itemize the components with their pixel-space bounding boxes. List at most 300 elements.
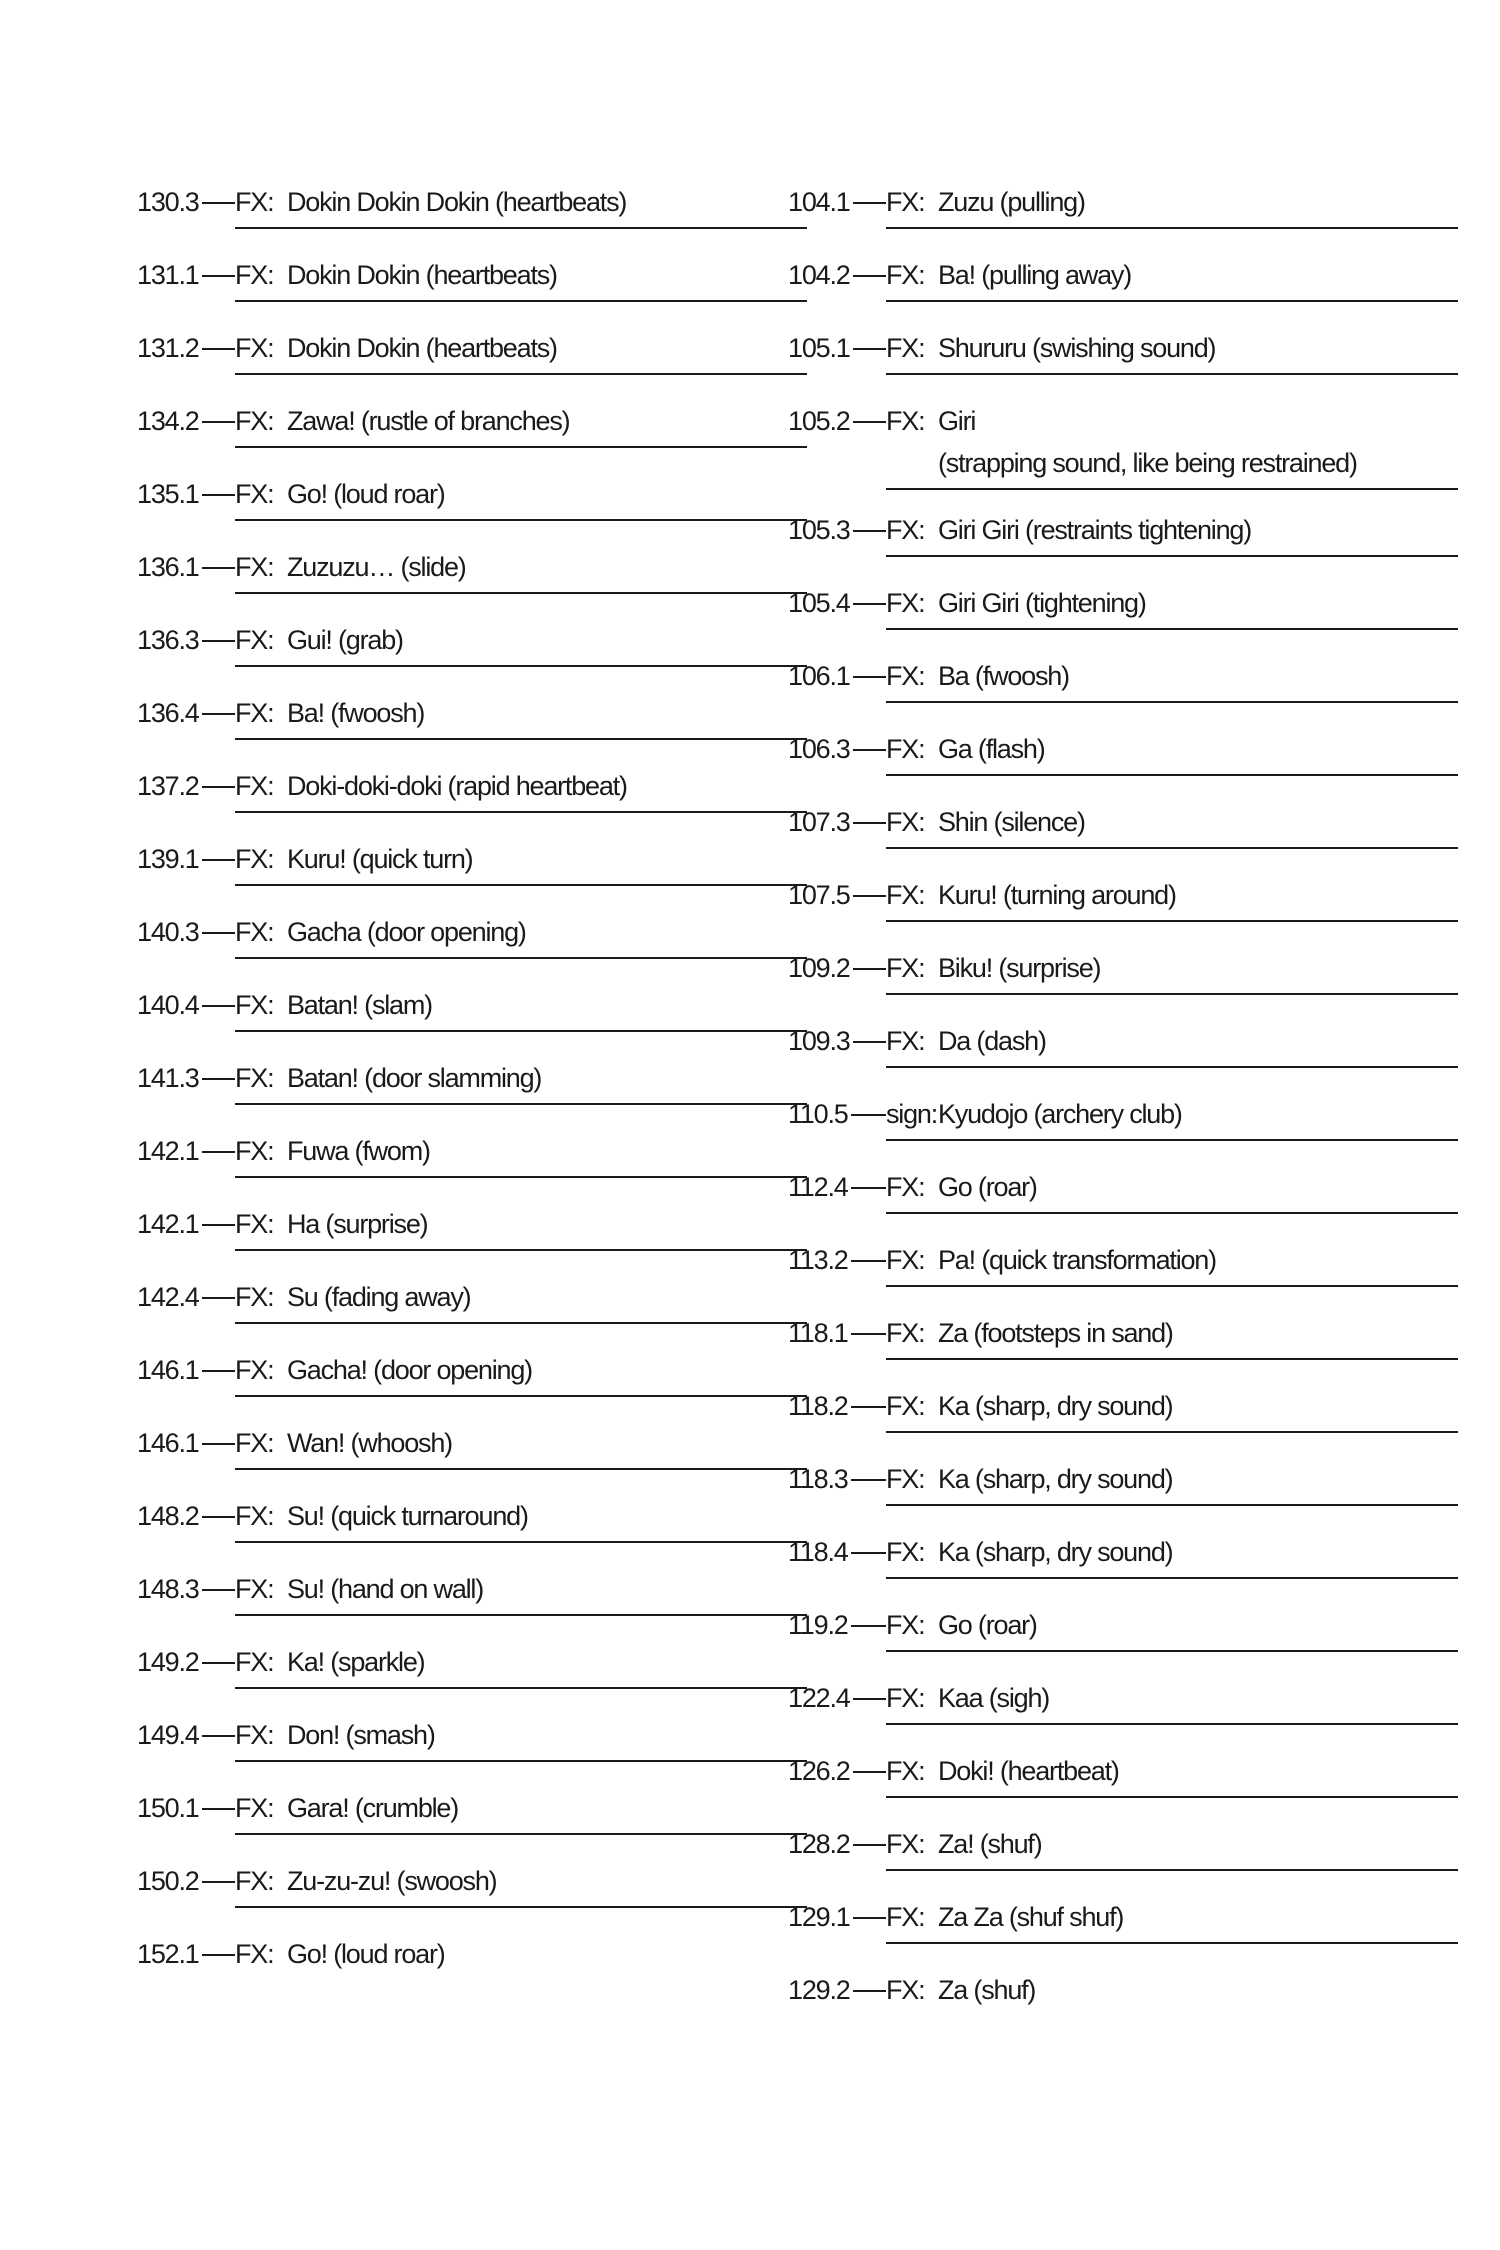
sfx-text: Dokin Dokin Dokin (heartbeats)	[287, 187, 627, 217]
sfx-text: Kyudojo (archery club)	[938, 1099, 1182, 1129]
sfx-entry	[788, 1677, 1500, 1750]
sfx-text: Go (roar)	[938, 1610, 1037, 1640]
sfx-text: Ha (surprise)	[287, 1209, 428, 1239]
sfx-entry	[788, 1166, 1500, 1239]
sfx-entry	[137, 1568, 897, 1641]
sfx-description	[235, 1422, 807, 1470]
sfx-description	[886, 1093, 1458, 1141]
sfx-type-label: FX:	[886, 1610, 925, 1640]
sfx-text: Go! (loud roar)	[287, 1939, 445, 1969]
em-dash-separator	[853, 1698, 886, 1700]
sfx-text: Za (footsteps in sand)	[938, 1318, 1173, 1348]
sfx-description	[886, 509, 1458, 557]
sfx-description	[235, 181, 807, 229]
em-dash-separator	[202, 1808, 235, 1810]
sfx-text: Batan! (door slamming)	[287, 1063, 542, 1093]
em-dash-separator	[202, 1662, 235, 1664]
sfx-description	[235, 1130, 807, 1178]
sfx-text: Dokin Dokin (heartbeats)	[287, 333, 557, 363]
sfx-description	[235, 1860, 807, 1908]
sfx-type-label: sign:	[886, 1099, 938, 1129]
sfx-description	[235, 1349, 807, 1397]
page-panel-number: 104.2	[788, 260, 850, 290]
sfx-entry	[137, 1495, 897, 1568]
sfx-text: Giri	[938, 406, 976, 436]
sfx-type-label: FX:	[235, 917, 274, 947]
page-panel-number: 146.1	[137, 1428, 199, 1458]
sfx-entry	[788, 181, 1500, 254]
sfx-type-label: FX:	[235, 990, 274, 1020]
sfx-entry	[788, 1020, 1500, 1093]
sfx-type-label: FX:	[235, 260, 274, 290]
em-dash-separator	[851, 1479, 886, 1481]
sfx-type-label: FX:	[235, 1355, 274, 1385]
sfx-text: Kuru! (turning around)	[938, 880, 1176, 910]
sfx-entry	[137, 181, 897, 254]
sfx-entry	[788, 1750, 1500, 1823]
sfx-type-label: FX:	[886, 1975, 925, 2005]
page-panel-number: 148.3	[137, 1574, 199, 1604]
sfx-type-label: FX:	[235, 1574, 274, 1604]
sfx-type-label: FX:	[235, 698, 274, 728]
sfx-entry	[788, 1239, 1500, 1312]
sfx-description	[886, 655, 1458, 703]
page-panel-number: 109.2	[788, 953, 850, 983]
sfx-type-label: FX:	[235, 406, 274, 436]
page-panel-number: 105.4	[788, 588, 850, 618]
sfx-description	[886, 582, 1458, 630]
em-dash-separator	[851, 1625, 886, 1627]
page-panel-number: 118.1	[788, 1318, 848, 1348]
sfx-type-label: FX:	[235, 1428, 274, 1458]
sfx-description	[886, 1896, 1458, 1944]
sfx-entry	[137, 1276, 897, 1349]
page-panel-number: 104.1	[788, 187, 850, 217]
em-dash-separator	[853, 1917, 886, 1919]
page-panel-number: 139.1	[137, 844, 199, 874]
sfx-text: Ba! (pulling away)	[938, 260, 1132, 290]
sfx-entry	[788, 1458, 1500, 1531]
sfx-text: Dokin Dokin (heartbeats)	[287, 260, 557, 290]
sfx-entry	[788, 947, 1500, 1020]
em-dash-separator	[853, 895, 886, 897]
sfx-type-label: FX:	[886, 1172, 925, 1202]
em-dash-separator	[853, 421, 886, 423]
sfx-type-label: FX:	[886, 260, 925, 290]
sfx-text: Wan! (whoosh)	[287, 1428, 452, 1458]
page-panel-number: 136.3	[137, 625, 199, 655]
em-dash-separator	[202, 348, 235, 350]
sfx-text: Fuwa (fwom)	[287, 1136, 430, 1166]
em-dash-separator	[202, 1589, 235, 1591]
page-panel-number: 106.1	[788, 661, 850, 691]
em-dash-separator	[202, 1005, 235, 1007]
page-panel-number: 135.1	[137, 479, 199, 509]
sfx-description	[235, 911, 807, 959]
page-panel-number: 118.3	[788, 1464, 848, 1494]
sfx-entry	[137, 254, 897, 327]
sfx-description	[886, 1969, 1458, 2015]
em-dash-separator	[853, 968, 886, 970]
sfx-text: Ka (sharp, dry sound)	[938, 1391, 1173, 1421]
em-dash-separator	[853, 348, 886, 350]
sfx-entry	[137, 1130, 897, 1203]
sfx-entry	[137, 473, 897, 546]
page-panel-number: 129.2	[788, 1975, 850, 2005]
page-panel-number: 137.2	[137, 771, 199, 801]
sfx-description	[235, 1057, 807, 1105]
sfx-type-label: FX:	[235, 771, 274, 801]
em-dash-separator	[853, 1771, 886, 1773]
em-dash-separator	[202, 421, 235, 423]
sfx-description	[235, 254, 807, 302]
sfx-entry	[788, 728, 1500, 801]
sfx-text: Ba (fwoosh)	[938, 661, 1069, 691]
page-panel-number: 142.1	[137, 1209, 199, 1239]
em-dash-separator	[851, 1114, 886, 1116]
page-panel-number: 119.2	[788, 1610, 848, 1640]
sfx-text: Su! (quick turnaround)	[287, 1501, 528, 1531]
sfx-type-label: FX:	[235, 552, 274, 582]
em-dash-separator	[202, 640, 235, 642]
sfx-text: Kuru! (quick turn)	[287, 844, 473, 874]
sfx-text: Ka! (sparkle)	[287, 1647, 425, 1677]
sfx-type-label: FX:	[886, 1464, 925, 1494]
sfx-entry	[788, 1604, 1500, 1677]
sfx-description	[235, 1933, 807, 1979]
sfx-entry	[137, 1349, 897, 1422]
page-panel-number: 107.3	[788, 807, 850, 837]
em-dash-separator	[851, 1552, 886, 1554]
page-panel-number: 136.1	[137, 552, 199, 582]
sfx-description	[886, 1385, 1458, 1433]
sfx-text: Su (fading away)	[287, 1282, 471, 1312]
page-panel-number: 152.1	[137, 1939, 199, 1969]
sfx-type-label: FX:	[235, 333, 274, 363]
em-dash-separator	[202, 1370, 235, 1372]
sfx-description	[235, 1203, 807, 1251]
sfx-type-label: FX:	[886, 406, 925, 436]
page-panel-number: 150.2	[137, 1866, 199, 1896]
sfx-type-label: FX:	[235, 1063, 274, 1093]
sfx-description	[235, 838, 807, 886]
sfx-description	[886, 728, 1458, 776]
page-panel-number: 136.4	[137, 698, 199, 728]
sfx-description	[886, 1750, 1458, 1798]
page-panel-number: 131.2	[137, 333, 199, 363]
sfx-type-label: FX:	[235, 844, 274, 874]
em-dash-separator	[853, 1990, 886, 1992]
sfx-entry	[788, 1093, 1500, 1166]
sfx-description	[235, 1568, 807, 1616]
page-panel-number: 118.2	[788, 1391, 848, 1421]
sfx-description	[235, 473, 807, 521]
page-panel-number: 112.4	[788, 1172, 848, 1202]
sfx-entry	[137, 1933, 897, 2006]
sfx-text: Don! (smash)	[287, 1720, 435, 1750]
sfx-entry	[137, 911, 897, 984]
sfx-text: Ka (sharp, dry sound)	[938, 1537, 1173, 1567]
sfx-type-label: FX:	[235, 187, 274, 217]
page-panel-number: 131.1	[137, 260, 199, 290]
sfx-description	[235, 546, 807, 594]
sfx-type-label: FX:	[886, 1391, 925, 1421]
sfx-type-label: FX:	[235, 1209, 274, 1239]
sfx-entry	[137, 1057, 897, 1130]
page-panel-number: 122.4	[788, 1683, 850, 1713]
em-dash-separator	[202, 713, 235, 715]
sfx-description	[235, 1495, 807, 1543]
em-dash-separator	[853, 603, 886, 605]
page-panel-number: 141.3	[137, 1063, 199, 1093]
em-dash-separator	[853, 530, 886, 532]
sfx-text: Doki! (heartbeat)	[938, 1756, 1119, 1786]
em-dash-separator	[202, 1516, 235, 1518]
page-panel-number: 130.3	[137, 187, 199, 217]
page-panel-number: 149.2	[137, 1647, 199, 1677]
sfx-type-label: FX:	[235, 1647, 274, 1677]
sfx-text: Ba! (fwoosh)	[287, 698, 425, 728]
sfx-type-label: FX:	[886, 187, 925, 217]
page-panel-number: 148.2	[137, 1501, 199, 1531]
em-dash-separator	[853, 749, 886, 751]
sfx-type-label: FX:	[886, 333, 925, 363]
sfx-text: Pa! (quick transformation)	[938, 1245, 1216, 1275]
sfx-type-label: FX:	[886, 1902, 925, 1932]
em-dash-separator	[202, 1443, 235, 1445]
sfx-text: Gacha! (door opening)	[287, 1355, 532, 1385]
sfx-text: Giri Giri (tightening)	[938, 588, 1146, 618]
sfx-description	[235, 327, 807, 375]
sfx-entry	[788, 582, 1500, 655]
em-dash-separator	[202, 1224, 235, 1226]
em-dash-separator	[853, 676, 886, 678]
sfx-description	[886, 947, 1458, 995]
sfx-description	[886, 1166, 1458, 1214]
page-panel-number: 110.5	[788, 1099, 848, 1129]
em-dash-separator	[851, 1333, 886, 1335]
sfx-text: Gacha (door opening)	[287, 917, 526, 947]
sfx-description	[886, 1531, 1458, 1579]
em-dash-separator	[853, 1041, 886, 1043]
sfx-description	[886, 1604, 1458, 1652]
sfx-type-label: FX:	[886, 1756, 925, 1786]
sfx-description	[235, 1714, 807, 1762]
em-dash-separator	[202, 1954, 235, 1956]
page-panel-number: 142.4	[137, 1282, 199, 1312]
sfx-type-label: FX:	[235, 625, 274, 655]
em-dash-separator	[853, 202, 886, 204]
page-panel-number: 140.4	[137, 990, 199, 1020]
page-panel-number: 149.4	[137, 1720, 199, 1750]
page-panel-number: 140.3	[137, 917, 199, 947]
sfx-type-label: FX:	[235, 479, 274, 509]
sfx-entry	[788, 655, 1500, 728]
em-dash-separator	[202, 1078, 235, 1080]
sfx-type-label: FX:	[886, 953, 925, 983]
sfx-text: Za Za (shuf shuf)	[938, 1902, 1124, 1932]
sfx-description	[235, 1276, 807, 1324]
sfx-text: Zawa! (rustle of branches)	[287, 406, 570, 436]
em-dash-separator	[202, 859, 235, 861]
sfx-description	[886, 327, 1458, 375]
sfx-type-label: FX:	[886, 1829, 925, 1859]
sfx-entry	[788, 327, 1500, 400]
sfx-text: Zu-zu-zu! (swoosh)	[287, 1866, 497, 1896]
page-panel-number: 109.3	[788, 1026, 850, 1056]
page-panel-number: 105.2	[788, 406, 850, 436]
sfx-text: Da (dash)	[938, 1026, 1046, 1056]
sfx-type-label: FX:	[235, 1282, 274, 1312]
sfx-type-label: FX:	[886, 1537, 925, 1567]
em-dash-separator	[853, 822, 886, 824]
em-dash-separator	[202, 1735, 235, 1737]
sfx-text: Za (shuf)	[938, 1975, 1036, 2005]
sfx-type-label: FX:	[886, 1026, 925, 1056]
em-dash-separator	[202, 1151, 235, 1153]
sfx-description	[886, 400, 1458, 490]
sfx-entry	[137, 765, 897, 838]
sfx-entry	[137, 1641, 897, 1714]
sfx-type-label: FX:	[886, 661, 925, 691]
sfx-entry	[137, 1787, 897, 1860]
sfx-description	[886, 1458, 1458, 1506]
sfx-text: Doki-doki-doki (rapid heartbeat)	[287, 771, 627, 801]
em-dash-separator	[202, 275, 235, 277]
em-dash-separator	[202, 494, 235, 496]
sfx-description	[886, 254, 1458, 302]
page-panel-number: 134.2	[137, 406, 199, 436]
page-panel-number: 126.2	[788, 1756, 850, 1786]
em-dash-separator	[851, 1406, 886, 1408]
sfx-entry	[788, 509, 1500, 582]
sfx-entry	[137, 1714, 897, 1787]
sfx-text: Go (roar)	[938, 1172, 1037, 1202]
sfx-text: Giri Giri (restraints tightening)	[938, 515, 1251, 545]
sfx-entry	[788, 801, 1500, 874]
page-panel-number: 106.3	[788, 734, 850, 764]
sfx-text: Biku! (surprise)	[938, 953, 1101, 983]
sfx-type-label: FX:	[886, 880, 925, 910]
sfx-entry	[788, 1823, 1500, 1896]
sfx-type-label: FX:	[235, 1866, 274, 1896]
em-dash-separator	[202, 786, 235, 788]
sfx-entry	[788, 1385, 1500, 1458]
left-column	[137, 181, 897, 2006]
sfx-type-label: FX:	[886, 734, 925, 764]
em-dash-separator	[202, 932, 235, 934]
sfx-description	[886, 181, 1458, 229]
sfx-text: Ka (sharp, dry sound)	[938, 1464, 1173, 1494]
sfx-type-label: FX:	[235, 1793, 274, 1823]
sfx-description	[886, 874, 1458, 922]
sfx-type-label: FX:	[235, 1136, 274, 1166]
sfx-text: Zuzuzu… (slide)	[287, 552, 466, 582]
page-panel-number: 150.1	[137, 1793, 199, 1823]
sfx-text: Zuzu (pulling)	[938, 187, 1085, 217]
sfx-text: Go! (loud roar)	[287, 479, 445, 509]
sfx-entry	[137, 619, 897, 692]
sfx-text: Su! (hand on wall)	[287, 1574, 484, 1604]
page-panel-number: 107.5	[788, 880, 850, 910]
right-column	[788, 181, 1500, 2042]
em-dash-separator	[202, 1881, 235, 1883]
sfx-description	[886, 1239, 1458, 1287]
sfx-description	[235, 619, 807, 667]
sfx-text: Ga (flash)	[938, 734, 1045, 764]
sfx-description	[886, 801, 1458, 849]
sfx-entry	[788, 1969, 1500, 2042]
page-panel-number: 105.1	[788, 333, 850, 363]
sfx-entry	[788, 254, 1500, 327]
sfx-type-label: FX:	[886, 807, 925, 837]
sfx-text: Gara! (crumble)	[287, 1793, 459, 1823]
sfx-entry	[137, 400, 897, 473]
sfx-description	[886, 1823, 1458, 1871]
sfx-description	[235, 984, 807, 1032]
em-dash-separator	[851, 1187, 886, 1189]
sfx-entry	[137, 1203, 897, 1276]
sfx-entry	[137, 838, 897, 911]
sfx-entry	[137, 1422, 897, 1495]
sfx-text: Kaa (sigh)	[938, 1683, 1050, 1713]
sfx-entry	[137, 984, 897, 1057]
sfx-type-label: FX:	[235, 1939, 274, 1969]
page-panel-number: 113.2	[788, 1245, 848, 1275]
sfx-type-label: FX:	[886, 1245, 925, 1275]
sfx-entry	[137, 546, 897, 619]
em-dash-separator	[202, 202, 235, 204]
sfx-entry	[137, 327, 897, 400]
sfx-text-continued: (strapping sound, like being restrained)	[938, 448, 1357, 478]
sfx-description	[235, 1787, 807, 1835]
sfx-type-label: FX:	[235, 1501, 274, 1531]
sfx-description	[235, 692, 807, 740]
sfx-description	[886, 1312, 1458, 1360]
page-panel-number: 129.1	[788, 1902, 850, 1932]
sfx-type-label: FX:	[886, 1683, 925, 1713]
sfx-type-label: FX:	[886, 515, 925, 545]
sfx-entry	[788, 1896, 1500, 1969]
sfx-text: Za! (shuf)	[938, 1829, 1042, 1859]
sfx-description	[235, 400, 807, 448]
em-dash-separator	[853, 1844, 886, 1846]
em-dash-separator	[202, 567, 235, 569]
sfx-entry	[788, 874, 1500, 947]
sfx-text: Shin (silence)	[938, 807, 1085, 837]
sfx-description	[235, 1641, 807, 1689]
sfx-text: Batan! (slam)	[287, 990, 432, 1020]
page-panel-number: 146.1	[137, 1355, 199, 1385]
sfx-type-label: FX:	[886, 1318, 925, 1348]
page-panel-number: 128.2	[788, 1829, 850, 1859]
page-panel-number: 105.3	[788, 515, 850, 545]
sfx-entry	[788, 1312, 1500, 1385]
em-dash-separator	[202, 1297, 235, 1299]
sfx-type-label: FX:	[886, 588, 925, 618]
sfx-type-label: FX:	[235, 1720, 274, 1750]
sfx-description	[886, 1677, 1458, 1725]
sfx-text: Gui! (grab)	[287, 625, 403, 655]
sfx-description	[886, 1020, 1458, 1068]
sfx-text: Shururu (swishing sound)	[938, 333, 1216, 363]
page-panel-number: 118.4	[788, 1537, 848, 1567]
sfx-entry	[788, 400, 1500, 509]
sfx-entry	[788, 1531, 1500, 1604]
sfx-entry	[137, 692, 897, 765]
em-dash-separator	[851, 1260, 886, 1262]
page-panel-number: 142.1	[137, 1136, 199, 1166]
